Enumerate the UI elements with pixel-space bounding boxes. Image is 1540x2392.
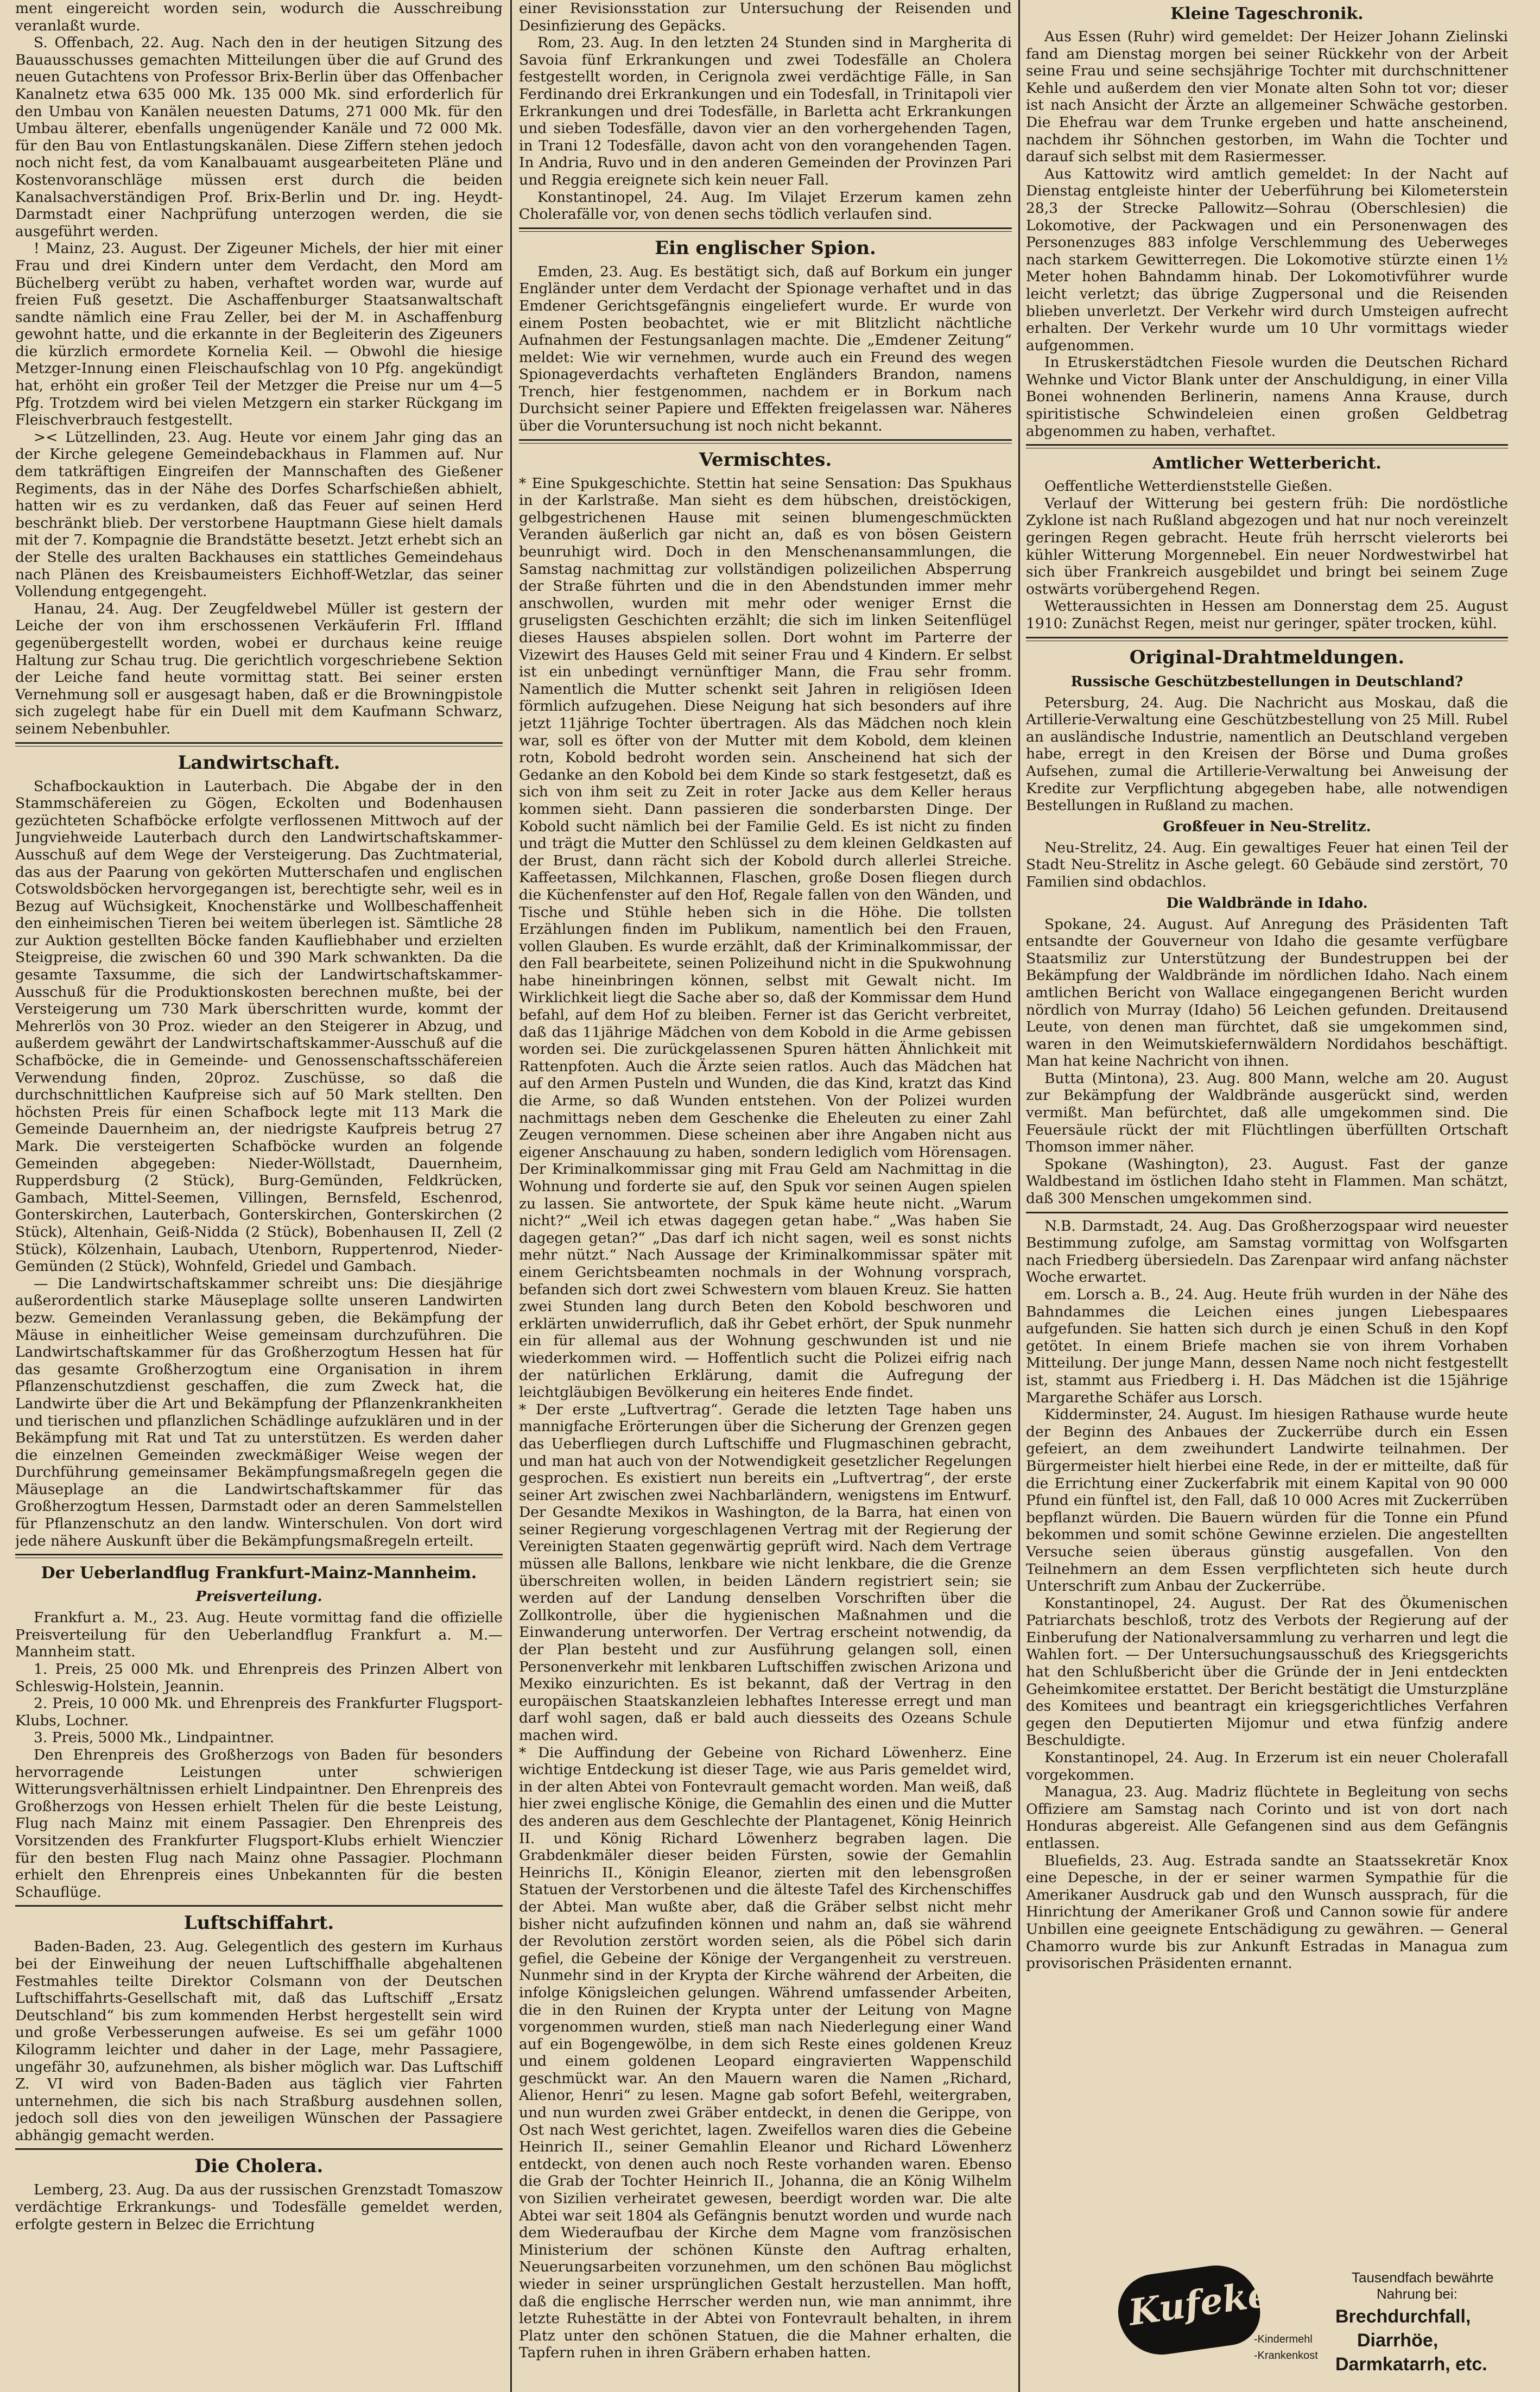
section-divider (1026, 444, 1508, 448)
paragraph: Verlauf der Witterung bei gestern früh: Die nordöstliche Zyklone ist nach Rußland abgezogen und hat nur noch vereinzelt geringen Regen gebracht. Heute früh herrscht vielerorts bei kühler Witterung Morgennebel. Ein neuer Nordwestwirbel hat sich über Frankreich ausgebildet und bringt bei seinem Zuge ostwärts vorübergehend Regen. (1026, 495, 1508, 598)
section-heading-wetterbericht: Amtlicher Wetterbericht. (1152, 454, 1381, 473)
paragraph: Den Ehrenpreis des Großherzogs von Baden für besonders hervorragende Leistungen unter schwierigen Witterungsverhältnissen erhielt Lindpaintner. Den Ehrenpreis des Großherzogs von Hessen erhielt Thelen für die beste Leistung, Flug nach Mainz mit einem Passagier. Den Ehrenpreis des Vorsitzenden des Frankfurter Flugsport-Klubs erhielt Wienczier für den besten Flug nach Mainz ohne Passagier. Plochmann erhielt den Ehrenpreis eines Unbekannten für die besten Schauflüge. (15, 1746, 503, 1901)
kufeke-logo (1113, 2260, 1273, 2361)
paragraph: 3. Preis, 5000 Mk., Lindpaintner. (34, 1729, 275, 1746)
paragraph: Kidderminster, 24. August. Im hiesigen Rathause wurde heute der Beginn des Anbaues der Zuckerrübe durch ein Essen gefeiert, an dem zweihundert Landwirte teilnahmen. Der Bürgermeister hielt hierbei eine Rede, in der er mitteilte, daß für die Errichtung einer Zuckerfabrik mit einem Kapital von 90 000 Pfund ein fünftel ist, den Fall, daß 10 000 Acres mit Zuckerrüben bepflanzt würden. Die Bauern würden für die Tonne ein Pfund bekommen und somit schöne Gewinne erzielen. Die angestellten Versuche seien überaus günstig ausgefallen. Von den Teilnehmern an dem Essen verpflichteten sich heute durch Unterschrift zum Anbau der Zuckerrübe. (1026, 1406, 1508, 1595)
section-heading-drahtmeldungen: Original-Drahtmeldungen. (1129, 646, 1405, 668)
paragraph: >< Lützellinden, 23. Aug. Heute vor einem Jahr ging das an der Kirche gelegene Gemeindebackhaus in Flammen auf. Nur dem tatkräftigen Eingreifen der Mannschaften des Gießener Regiments, das in der Nähe des Dorfes Scharfschießen abhielt, hatten wir es zu verdanken, daß das Feuer auf seinen Herd beschränkt blieb. Der verstorbene Hauptmann Giese hielt damals mit der 7. Kompagnie die Brandstätte besetzt. Jetzt erhebt sich an der Stelle des uralten Backhauses ein stattliches Gemeindehaus nach Plänen des Kreisbaumeisters Eichhoff-Wetzlar, das seiner Vollendung entgegengeht. (15, 428, 503, 600)
paragraph: Konstantinopel, 24. Aug. In Erzerum ist ein neuer Cholerafall vorgekommen. (1026, 1749, 1508, 1783)
section-divider (1026, 637, 1508, 641)
paragraph: Spokane, 24. August. Auf Anregung des Präsidenten Taft entsandte der Gouverneur von Idaho die gesamte verfügbare Staatsmiliz zur Unterstützung der Bundestruppen bei der Bekämpfung der Waldbrände im nördlichen Idaho. Nach einem amtlichen Bericht von Wallace eingegangenen Bericht wurden nördlich von Murray (Idaho) 56 Leichen gefunden. Dreitausend Leute, von denen man fürchtet, daß sie umgekommen sind, waren in den Weimutskiefernwäldern Nordidahos beschäftigt. Man hat keine Nachricht von ihnen. (1026, 915, 1508, 1070)
subheading: Großfeuer in Neu-Strelitz. (1163, 818, 1371, 835)
paragraph: ! Mainz, 23. August. Der Zigeuner Michels, der hier mit einer Frau und drei Kindern unter dem Verdacht, den Mord am Büchelberg verübt zu haben, verhaftet worden war, wurde auf freien Fuß gesetzt. Die Aschaffenburger Staatsanwaltschaft sandte nämlich eine Frau Zeller, bei der M. in Aschaffenburg gewohnt hatte, und die erkannte in der Begleiterin des Zigeuners die kürzlich ermordete Kornelia Keil. — Obwohl die hiesige Metzger-Innung einen Fleischaufschlag von 10 Pfg. angekündigt hat, erhöht ein großer Teil der Metzger die Preise nur um 4—5 Pfg. Trotzdem wird bei vielen Metzgern ein starker Rückgang im Fleischverbrauch festgestellt. (15, 240, 503, 429)
paragraph: 2. Preis, 10 000 Mk. und Ehrenpreis des Frankfurter Flugsport-Klubs, Lochner. (15, 1695, 503, 1729)
paragraph: Lemberg, 23. Aug. Da aus der russischen Grenzstadt Tomaszow verdächtige Erkrankungs- und Todesfälle gemeldet werden, erfolgte gestern in Belzec die Errichtung (15, 2181, 503, 2233)
section-heading-ueberlandflug: Der Ueberlandflug Frankfurt-Mainz-Mannheim. (41, 1564, 477, 1583)
paragraph: Baden-Baden, 23. Aug. Gelegentlich des gestern im Kurhaus bei der Einweihung der neuen Luftschiffhalle abgehaltenen Festmahles teilte Direktor Colsmann von der Deutschen Luftschiffahrts-Gesellschaft mit, daß das Luftschiff „Ersatz Deutschland“ bis zum kommenden Herbst hergestellt sein wird und große Verbesserungen aufweise. Es sei um gefähr 1000 Kilogramm leichter und daher in der Lage, mehr Passagiere, ungefähr 30, aufzunehmen, als bisher möglich war. Das Luftschiff Z. VI wird von Baden-Baden aus täglich vier Fahrten unternehmen, die sich bis nach Straßburg ausdehnen sollen, jedoch soll dies von den jeweiligen Wünschen der Passagiere abhängig gemacht werden. (15, 1938, 503, 2144)
paragraph: em. Lorsch a. B., 24. Aug. Heute früh wurden in der Nähe des Bahndammes die Leichen eines jungen Liebespaares aufgefunden. Sie hatten sich durch je einen Schuß in den Kopf getötet. In einem Briefe machen sie von ihrem Vorhaben Mitteilung. Der junge Mann, dessen Name noch nicht festgestellt ist, stammt aus Friedberg i. H. Das Mädchen ist die 15jährige Margarethe Schäfer aus Lorsch. (1026, 1286, 1508, 1406)
paragraph: In Etruskerstädtchen Fiesole wurden die Deutschen Richard Wehnke und Victor Blank unter der Anschuldigung, in einer Villa Bonei wohnenden Berlinerin, namens Anna Krause, durch spiritistische Schwindeleien einen großen Geldbetrag abgenommen zu haben, verhaftet. (1026, 354, 1508, 440)
paragraph: Konstantinopel, 24. Aug. Im Vilajet Erzerum kamen zehn Cholerafälle vor, von denen sechs tödlich verlaufen sind. (519, 188, 1012, 223)
section-divider (519, 227, 1012, 232)
paragraph: Petersburg, 24. Aug. Die Nachricht aus Moskau, daß die Artillerie-Verwaltung eine Geschützbestellung von 25 Mill. Rubel an ausländische Industrie, namentlich an Deutschland vergeben habe, erregt in den Kreisen der Börse und Duma großes Aufsehen, zumal die Artillerie-Verwaltung bei Anweisung der Kredite zur Verpflichtung abgegeben habe, alle notwendigen Bestellungen in Rußland zu machen. (1026, 694, 1508, 814)
paragraph: Aus Kattowitz wird amtlich gemeldet: In der Nacht auf Dienstag entgleiste hinter der Ueberführung bei Kilometerstein 28,3 der Strecke Pallowitz—Sohrau (Oberschlesien) die Lokomotive, der Packwagen und ein Personenwagen des Personenzuges 883 infolge Verschlemmung des Ueberweges nach starkem Gewitterregen. Die Lokomotive stürzte einen 1½ Meter hohen Bahndamm hinab. Der Lokomotivführer wurde leicht verletzt; das übrige Zugpersonal und die Reisenden blieben unverletzt. Der Verkehr wird durch Umsteigen aufrecht erhalten. Der Verkehr wurde um 10 Uhr vormittags wieder aufgenommen. (1026, 165, 1508, 354)
section-heading-tageschronik: Kleine Tageschronik. (1170, 4, 1364, 23)
section-divider (519, 439, 1012, 444)
ad-line: Darmkatarrh, etc. (1335, 2354, 1487, 2375)
paragraph: * Die Auffindung der Gebeine von Richard Löwenherz. Eine wichtige Entdeckung ist dieser Tage, wie aus Paris gemeldet wird, in der alten Abtei von Fontevrault gemacht worden. Man weiß, daß hier zwei englische Könige, die Gemahlin des einen und die Mutter des anderen aus dem Geschlechte der Plantagenet, König Heinrich II. und König Richard Löwenherz begraben lagen. Die Grabdenkmäler dieser beiden Fürsten, sowie der Gemahlin Heinrichs II., Königin Eleanor, zierten mit den lebensgroßen Statuen der Verstorbenen und die älteste Tafel des Kirchenschiffes der Abtei. Man wußte aber, daß die Gräber selbst nicht mehr bisher nicht aufzufinden können und nahm an, daß sie während der Revolution zerstört worden seien, als die Pöbel sich darin gefiel, die Gebeine der Könige der Vergangenheit zu verstreuen. Nunmehr sind in der Krypta der Kirche während der Arbeiten, die infolge Königsleichen gelungen. Während umfassender Arbeiten, die in den Ruinen der Krypta unter der Leitung von Magne vorgenommen wurden, stieß man nach Niederlegung einer Wand auf ein Bogengewölbe, in dem sich Reste eines goldenen Kreuz und einem goldenen Leopard eingravierten Wappenschild geschmückt war. An den Mauern waren die Namen „Richard, Alienor, Henri“ zu lesen. Magne gab sofort Befehl, weitergraben, und nun wurden zwei Gräber entdeckt, in denen die Gerippe, von Ost nach West gerichtet, lagen. Zweifellos waren dies die Gebeine Heinrich II., seiner Gemahlin Eleanor und Richard Löwenherz entdeckt, von denen auch noch Reste vorhanden waren. Ebenso die Grab der Tochter Heinrich II., Johanna, die an König Wilhelm von Sizilien verheiratet gewesen, beerdigt worden war. Die alte Abtei war seit 1804 als Gefängnis benutzt worden und wurde nach dem Wiederaufbau der Kirche dem Magne vom französischen Ministerium der schönen Künste den Auftrag erhalten, Neuerungsarbeiten vorzunehmen, um den schönen Bau möglichst wieder in seiner ursprünglichen Gestalt herzustellen. Man hofft, daß die englische Herrscher werden nun, wie man annimmt, ihre letzte Ruhestätte in der Abtei von Fontevrault behalten, in ihrem Platz unter den schönen Statuen, die die Mahner erhalten, die Tapfern ruhen in ihren Gräbern erhaben hatten. (519, 1744, 1012, 2362)
section-heading-luftschiffahrt: Luftschiffahrt. (183, 1912, 334, 1934)
paragraph: Frankfurt a. M., 23. Aug. Heute vormittag fand die offizielle Preisverteilung für den Ueberlandflug Frankfurt a. M.—Mannheim statt. (15, 1609, 503, 1661)
ad-kindermehl: -Kindermehl (1254, 2333, 1313, 2345)
paragraph: Rom, 23. Aug. In den letzten 24 Stunden sind in Margherita di Savoia fünf Erkrankungen und zwei Todesfälle an Cholera festgestellt worden, in Cerignola zwei verdächtige Fälle, in San Ferdinando drei Erkrankungen und ein Todesfall, in Trinitapoli vier Erkrankungen und drei Todesfälle, in Barletta acht Erkrankungen und sieben Todesfälle, davon vier an den vorhergehenden Tagen, in Trani 12 Todesfälle, davon acht von den vorangehenden Tagen. In Andria, Ruvo und in den anderen Gemeinden der Provinzen Pari und Reggia ereignete sich kein neuer Fall. (519, 34, 1012, 188)
paragraph: Neu-Strelitz, 24. Aug. Ein gewaltiges Feuer hat einen Teil der Stadt Neu-Strelitz in Asche gelegt. 60 Gebäude sind zerstört, 70 Familien sind obdachlos. (1026, 839, 1508, 890)
section-heading-spion: Ein englischer Spion. (655, 237, 876, 259)
section-divider (1026, 1212, 1508, 1213)
ad-line: Tausendfach bewährte (1352, 2269, 1494, 2286)
section-divider (15, 742, 503, 746)
paragraph: Spokane (Washington), 23. August. Fast der ganze Waldbestand im östlichen Idaho steht in Flammen. Man schätzt, daß 300 Menschen umgekommen sind. (1026, 1155, 1508, 1207)
paragraph: einer Revisionsstation zur Untersuchung der Reisenden und Desinfizierung des Gepäcks. (519, 0, 1012, 34)
paragraph: Wetteraussichten in Hessen am Donnerstag dem 25. August 1910: Zunächst Regen, meist nur geringer, später trocken, kühl. (1026, 598, 1508, 632)
paragraph: 1. Preis, 25 000 Mk. und Ehrenpreis des Prinzen Albert von Schleswig-Holstein, Jeannin. (15, 1661, 503, 1695)
paragraph: Butta (Mintona), 23. Aug. 800 Mann, welche am 20. August zur Bekämpfung der Waldbrände ausgerückt sind, werden vermißt. Man befürchtet, daß alle umgekommen sind. Die Feuersäule rückt der mit Flüchtlingen überfüllten Ortschaft Thomson immer näher. (1026, 1070, 1508, 1156)
column-rule (1018, 0, 1020, 2392)
paragraph: S. Offenbach, 22. Aug. Nach den in der heutigen Sitzung des Bauausschusses gemachten Mitteilungen über die auf Grund des neuen Gutachtens von Professor Brix-Berlin über das Offenbacher Kanalnetz etwa 635 000 Mk. 135 000 Mk. sind erforderlich für den Umbau von Kanälen neuesten Datums, 271 000 Mk. für den Umbau älterer, ebenfalls ungenügender Kanäle und 72 000 Mk. für den Bau von Entlastungskanälen. Diese Ziffern stehen jedoch noch nicht fest, da vom Kanalbauamt ausgearbeiteten Pläne und Kostenvoranschläge müssen erst durch die beiden Kanalsachverständigen Prof. Brix-Berlin und Dr. ing. Heydt-Darmstadt einer Nachprüfung unterzogen werden, die sie ausgeführt werden. (15, 34, 503, 240)
paragraph: Oeffentliche Wetterdienststelle Gießen. (1044, 478, 1333, 495)
section-heading-vermischtes: Vermischtes. (699, 448, 832, 471)
paragraph: * Eine Spukgeschichte. Stettin hat seine Sensation: Das Spukhaus in der Karlstraße. Man sieht es dem hübschen, dreistöckigen, gelbgestrichenen Hause mit seinen blumengeschmückten Veranden äußerlich gar nicht an, daß es von bösen Geistern beunruhigt wird. Doch in den Menschenansammlungen, die Samstag nachmittag zur vollständigen polizeilichen Absperrung der Straße führten und die in den Abendstunden immer mehr anschwollen, wurden mit mehr oder weniger Ernst die gruseligsten Geschichten erzählt; die sich im linken Seitenflügel dieses Hauses abspielen sollen. Dort wohnt im Parterre der Vizewirt des Hauses Geld mit seiner Frau und 4 Kindern. Er selbst ist ein unbedingt vernünftiger Mann, die Frau sehr fromm. Namentlich die Mutter schenkt seit Jahren in religiösen Ideen förmlich aufzugehen. Diese Neigung hat sich besonders auf ihre jetzt 11jährige Tochter übertragen. Als das Mädchen noch klein war, soll es öfter von der Mutter mit dem Kobold, dem kleinen rotn, Kobold bedroht worden sein. Anscheinend hat sich der Gedanke an den Kobold bei dem Kinde so stark festgesetzt, daß es sich von ihm seit zu Zeit in roter Jacke aus dem Keller heraus kommen sieht. Dann passieren die sonderbarsten Dinge. Der Kobold sucht nämlich bei der Familie Geld. Es ist nicht zu finden und trägt die Mutter den Schlüssel zu dem kleinen Geldkasten auf der Brust, dann rächt sich der Kobold durch allerlei Streiche. Kaffeetassen, Milchkannen, Flaschen, große Dosen fliegen durch die Küchenfenster auf den Hof, Regale fallen von den Wänden, und Tische und Stühle heben sich in die Höhe. Die tollsten Erzählungen finden im Publikum, namentlich bei den Frauen, vollen Glauben. Es wurde erzählt, daß der Kriminalkommissar, der den Fall bearbeitete, seinen Polizeihund nicht in die Spukwohnung habe hineinbringen können, selbst mit Gewalt nicht. Im Wirklichkeit liegt die Sache aber so, daß der Kommissar dem Hund befahl, auf dem Hof zu bleiben. Ferner ist das Gericht verbreitet, daß das 11jährige Mädchen von dem Kobold in die Arme gebissen worden sei. Die zurückgelassenen Spuren hätten Ähnlichkeit mit Rattenpfoten. Auch die Ärzte seien ratlos. Auch das Mädchen hat auf den Armen Pusteln und Wunden, die das Kind, kratzt das Kind die Arme, so daß Wunden entstehen. Von der Polizei wurden nachmittags neben dem Geschenke die Eheleuten zu einer Zahl Zeugen vernommen. Diese scheinen aber ihre Angaben nicht aus eigener Anschauung zu haben, sondern lediglich vom Hörensagen. Der Kriminalkommissar ging mit Frau Geld am Nachmittag in die Wohnung und forderte sie auf, den Spuk vor seinen Augen spielen zu lassen. Sie antwortete, der Spuk käme heute nicht. „Warum nicht?“ „Weil ich etwas dagegen getan habe.“ „Was haben Sie dagegen getan?“ „Das darf ich nicht sagen, weil es sonst nichts mehr nützt.“ Nach Aussage der Kriminalkommissar später mit einem Gerichtsbeamten nochmals in der Wohnung vorsprach, befanden sich dort zwei Schwestern vom blauen Kreuz. Sie hatten zwei Stunden lang durch Beten den Kobold beschworen und erklärten unwiderruflich, daß ihr Gebet erhört, der Spuk nunmehr ein für allemal aus der Wohnung geschwunden ist und nie wiederkommen wird. — Hoffentlich sucht die Polizei eifrig nach der natürlichen Erklärung, damit die Aufregung der leichtgläubigen Bevölkerung ein heiteres Ende findet. (519, 474, 1012, 1401)
column-2 (519, 0, 1012, 2392)
brand-name: Kufeke (1126, 2272, 1273, 2334)
paragraph: Schafbockauktion in Lauterbach. Die Abgabe der in den Stammschäfereien zu Gögen, Eckolten und Bodenhausen gezüchteten Schafböcke erfolgte verflossenen Mittwoch auf der Jungviehweide Lauterbach durch den Landwirtschaftskammer-Ausschuß auf dem Wege der Versteigerung. Das Zuchtmaterial, das aus der Paarung von gekörten Mutterschafen und englischen Cotswoldsböcken hervorgegangen ist, berechtigte sehr, weil es in Bezug auf Wüchsigkeit, Knochenstärke und Wollbeschaffenheit den einheimischen Tieren bei weitem überlegen ist. Sämtliche 28 zur Auktion gestellten Böcke fanden Kaufliebhaber und erzielten Steigpreise, die zwischen 60 und 390 Mark schwankten. Da die gesamte Taxsumme, die sich der Landwirtschaftskammer-Ausschuß für die Produktionskosten berechnen mußte, bei der Versteigerung um 730 Mark überschritten wurde, kommt der Mehrerlös von 30 Proz. wieder an den Steigerer in Abzug, und außerdem gewährt der Landwirtschaftskammer-Ausschuß auf die Schafböcke, die in Gemeinde- und Genossenschaftsschäfereien Verwendung finden, 20proz. Zuschüsse, so daß die durchschnittlichen Kaufpreise sich auf 50 Mark stellten. Den höchsten Preis für einen Schafbock legte mit 113 Mark die Gemeinde Dauernheim an, der niedrigste Kaufpreis betrug 27 Mark. Die versteigerten Schafböcke wurden an folgende Gemeinden abgegeben: Nieder-Wöllstadt, Dauernheim, Rupperdsburg (2 Stück), Burg-Gemünden, Feldkrücken, Gambach, Mittel-Seemen, Villingen, Bernsfeld, Eschenrod, Gonterskirchen, Lauterbach, Gonterskirchen, Gonterskirchen (2 Stück), Altenhain, Geiß-Nidda (2 Stück), Bobenhausen II, Zell (2 Stück), Kölzenhain, Laubach, Utenborn, Ruppertenrod, Nieder-Gemünden (2 Stück), Wohnfeld, Griedel und Gambach. (15, 777, 503, 1275)
section-divider (15, 1554, 503, 1558)
section-heading-landwirtschaft: Landwirtschaft. (178, 751, 340, 774)
subheading: Russische Geschützbestellungen in Deutschland? (1070, 673, 1463, 690)
ad-line: Brechdurchfall, (1335, 2306, 1471, 2327)
subheading: Die Waldbrände in Idaho. (1166, 895, 1368, 912)
paragraph: Aus Essen (Ruhr) wird gemeldet: Der Heizer Johann Zielinski fand am Dienstag morgen bei seiner Rückkehr von der Arbeit seine Frau und seine sechsjährige Tochter mit durchschnittener Kehle und außerdem den vier Monate alten Sohn tot vor; dieser ist nach Ansicht der Ärzte an allgemeiner Schwäche gestorben. Die Ehefrau war dem Trunke ergeben und hatte anscheinend, nachdem ihr Söhnchen gestorben, im Wahn die Tochter und darauf sich selbst mit dem Rasiermesser. (1026, 28, 1508, 166)
paragraph: — Die Landwirtschaftskammer schreibt uns: Die diesjährige außerordentlich starke Mäuseplage sollte unseren Landwirten bezw. Gemeinden Veranlassung geben, die Bekämpfung der Mäuse in einheitlicher Weise gemeinsam durchzuführen. Die Landwirtschaftskammer für das Großherzogtum Hessen hat für das gesamte Großherzogtum eine Organisation in ihrem Pflanzenschutzdienst geschaffen, die zum Zweck hat, die Landwirte über die Art und Bekämpfung der Pflanzenkrankheiten und tierischen und pflanzlichen Schädlinge aufzuklären und in der Bekämpfung mit Rat und Tat zu unterstützen. Es werden daher die einzelnen Gemeinden zweckmäßiger Weise wegen der Durchführung gemeinsamer Bekämpfungsmaßregeln gegen die Mäuseplage an die Landwirtschaftskammer für das Großherzogtum Hessen, Darmstadt oder an deren Sammelstellen für Pflanzenschutz an den landw. Winterschulen. Von dort wird jede nähere Auskunft über die Bekämpfungsmaßregeln erteilt. (15, 1275, 503, 1549)
ad-line: Diarrhöe, (1357, 2330, 1438, 2351)
paragraph: Managua, 23. Aug. Madriz flüchtete in Begleitung von sechs Offiziere am Samstag nach Corinto und ist von dort nach Honduras abgereist. Alle Gefangenen sind aus dem Gefängnis entlassen. (1026, 1783, 1508, 1852)
section-heading-cholera: Die Cholera. (194, 2155, 324, 2178)
paragraph: * Der erste „Luftvertrag“. Gerade die letzten Tage haben uns mannigfache Erörterungen über die Sicherung der Grenzen gegen das Ueberfliegen durch Luftschiffe und Flugmaschinen gebracht, und man hat auch von der Notwendigkeit gesetzlicher Regelungen gesprochen. Es existiert nun bereits ein „Luftvertrag“, der erste seiner Art zwischen zwei Nachbarländern, wenigstens im Entwurf. Der Gesandte Mexikos in Washington, de la Barra, hat einen von seiner Regierung vorgeschlagenen Vertrag mit der Regierung der Vereinigten Staaten gegenwärtig geprüft wird. Nach dem Vertrage müssen alle Ballons, lenkbare wie nicht lenkbare, die die Grenze überschreiten wollen, in beiden Ländern registriert sein; sie werden auf der Landung denselben Vorschriften über die Zollkontrolle, über die hygienischen Maßnahmen und die Einwanderung unterworfen. Der Vertrag erscheint notwendig, da der Plan besteht und zur Ausführung gelangen soll, einen Personenverkehr mit lenkbaren Luftschiffen zwischen Arizona und Mexiko einzurichten. Es ist bekannt, daß der Vertrag in den europäischen Staatskanzleien lebhaftes Interesse erregt und man darf wohl sagen, daß er bald auch diesseits des Ozeans Schule machen wird. (519, 1401, 1012, 1744)
subheading-preisverteilung: Preisverteilung. (195, 1589, 322, 1605)
kufeke-advertisement (1118, 2269, 1509, 2378)
ad-krankenkost: -Krankenkost (1254, 2350, 1318, 2362)
paragraph: ment eingereicht worden sein, wodurch die Ausschreibung veranlaßt wurde. (15, 0, 503, 34)
section-divider (15, 1905, 503, 1907)
paragraph: Emden, 23. Aug. Es bestätigt sich, daß auf Borkum ein junger Engländer unter dem Verdacht der Spionage verhaftet und in das Emdener Gerichtsgefängnis eingeliefert wurde. Er wurde von einem Posten beobachtet, wie er mit Blitzlicht nächtliche Aufnahmen der Festungsanlagen machte. Die „Emdener Zeitung“ meldet: Wie wir vernehmen, wurde auch ein Freund des wegen Spionageverdachts verhafteten Engländers Brandon, namens Trench, hier festgenommen, nachdem er in Borkum nach Durchsicht seiner Papiere und Effekten freigelassen war. Näheres über die Voruntersuchung ist noch nicht bekannt. (519, 263, 1012, 435)
column-rule (510, 0, 512, 2392)
paragraph: Konstantinopel, 24. August. Der Rat des Ökumenischen Patriarchats beschloß, trotz des Verbots der Regierung auf der Einberufung der Nationalversammlung zu verharren und legt die Wahlen fort. — Der Untersuchungsausschuß des Kriegsgerichts hat den Schlußbericht über die Gründe der in Jeni entdeckten Geheimkomitee erstattet. Der Bericht bestätigt die Umsturzpläne des Komitees und beantragt ein kriegsgerichtliches Verfahren gegen den Deputierten Mijomur und etwa fünfzig andere Beschuldigte. (1026, 1594, 1508, 1749)
section-divider (15, 2148, 503, 2150)
column-1 (15, 0, 503, 2392)
paragraph: Bluefields, 23. Aug. Estrada sandte an Staatssekretär Knox eine Depesche, in der er seiner warmen Sympathie für die Amerikaner Ausdruck gab und den Wunsch aussprach, für die Hinrichtung der Amerikaner Groß und Cannon sowie für andere Unbillen eine geeignete Entschädigung zu gewähren. — General Chamorro wurde bis zur Ankunft Estradas in Managua zum provisorischen Präsidenten ernannt. (1026, 1852, 1508, 1972)
column-3 (1026, 0, 1508, 2392)
paragraph: N.B. Darmstadt, 24. Aug. Das Großherzogspaar wird neuester Bestimmung zufolge, am Samstag vormittag von Wolfsgarten nach Friedberg übersiedeln. Das Zarenpaar wird anfang nächster Woche erwartet. (1026, 1217, 1508, 1286)
ad-line: Nahrung bei: (1377, 2286, 1457, 2302)
paragraph: Hanau, 24. Aug. Der Zeugfeldwebel Müller ist gestern der Leiche der von ihm erschossenen Verkäuferin Frl. Iffland gegenübergestellt worden, wobei er durchaus keine reuige Haltung zur Schau trug. Die gerichtlich vorgeschriebene Sektion der Leiche fand heute vormittag statt. Bei seiner ersten Vernehmung soll er ausgesagt haben, daß er die Browningpistole sich zugelegt habe für ein Duell mit dem Kaufmann Schwarz, seinem Nebenbuhler. (15, 600, 503, 737)
